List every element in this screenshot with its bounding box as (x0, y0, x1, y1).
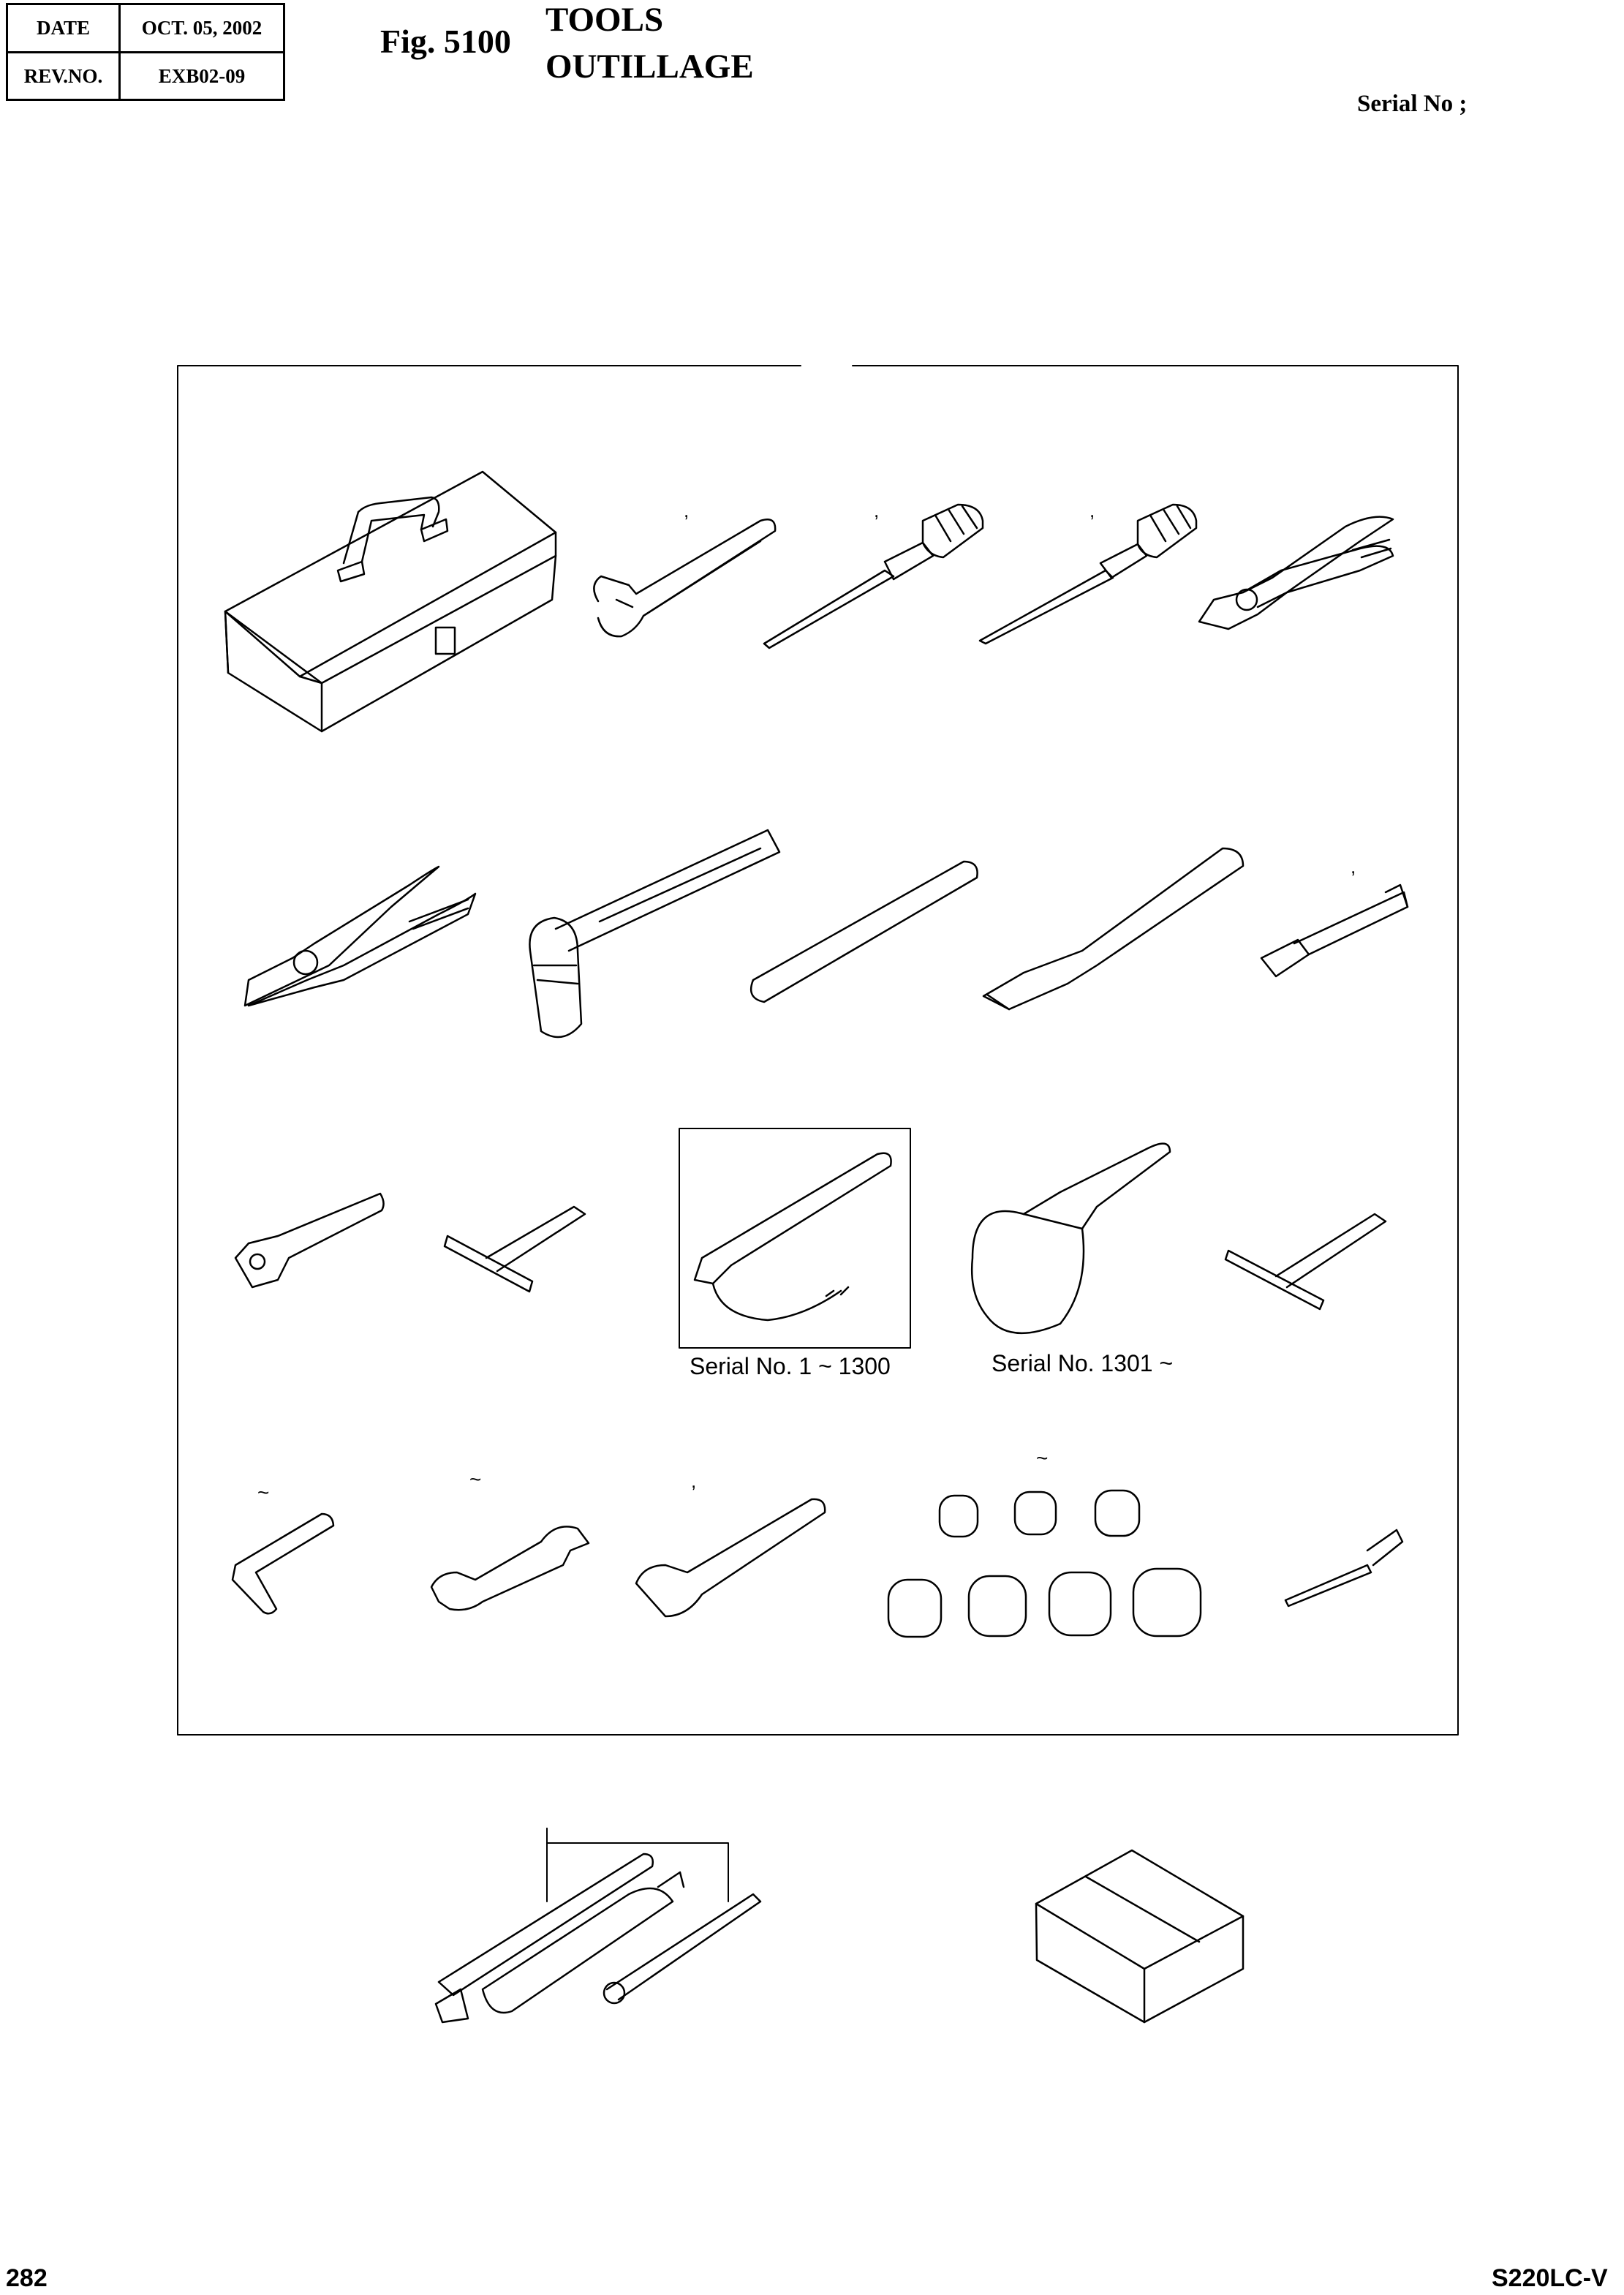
parts-box-icon (1036, 1850, 1243, 2022)
mark-screwdriver-2: , (1089, 500, 1095, 521)
slip-joint-pliers-icon (1199, 517, 1393, 629)
linesman-pliers-icon (245, 867, 475, 1006)
caption-band-wrench: Serial No. 1301 ~ (992, 1350, 1174, 1376)
date-label: DATE (36, 17, 90, 39)
mark-open-spanner: , (691, 1470, 697, 1492)
socket-set-icon (888, 1491, 1201, 1637)
extension-bar-icon (751, 862, 977, 1002)
date-value: OCT. 05, 2002 (141, 17, 263, 39)
adjustable-wrench-icon (594, 519, 775, 636)
figure-number: Fig. 5100 (380, 23, 511, 60)
hex-key-icon (233, 1514, 333, 1613)
mark-spanner: ~ (469, 1468, 482, 1491)
socket-extension-icon (1261, 885, 1408, 976)
model-number: S220LC-V (1492, 2264, 1608, 2292)
rev-value: EXB02-09 (158, 64, 246, 87)
title-french: OUTILLAGE (545, 48, 754, 86)
tool-box-icon (225, 472, 556, 731)
rev-label: REV.NO. (23, 64, 103, 87)
open-spanner-icon (636, 1499, 825, 1616)
small-screwdriver-icon (1285, 1530, 1402, 1606)
mark-wrench: , (684, 500, 690, 521)
screwdriver-phillips-icon (980, 505, 1196, 644)
filter-band-wrench-icon (972, 1144, 1170, 1333)
mark-sockets: ~ (1036, 1447, 1049, 1469)
mark-screwdriver: , (874, 500, 880, 521)
pry-bar-icon (983, 848, 1243, 1009)
hammer-icon (529, 830, 779, 1037)
page-number: 282 (6, 2264, 48, 2292)
serial-label: Serial No ; (1357, 91, 1468, 117)
mark-socket-extension: , (1351, 856, 1356, 878)
title-english: TOOLS (545, 1, 664, 39)
screwdriver-flat-icon (764, 505, 983, 648)
t-bar-wrench-icon (445, 1207, 585, 1292)
double-open-spanner-icon (431, 1526, 589, 1610)
ratchet-handle-icon (235, 1194, 384, 1287)
illustration-frame (178, 366, 1458, 1735)
grease-gun-icon (436, 1828, 760, 2022)
chain-wrench-icon (679, 1128, 910, 1348)
t-bar-wrench-2-icon (1225, 1214, 1386, 1309)
mark-hex-key: ~ (257, 1481, 270, 1504)
caption-chain-wrench: Serial No. 1 ~ 1300 (690, 1353, 891, 1379)
